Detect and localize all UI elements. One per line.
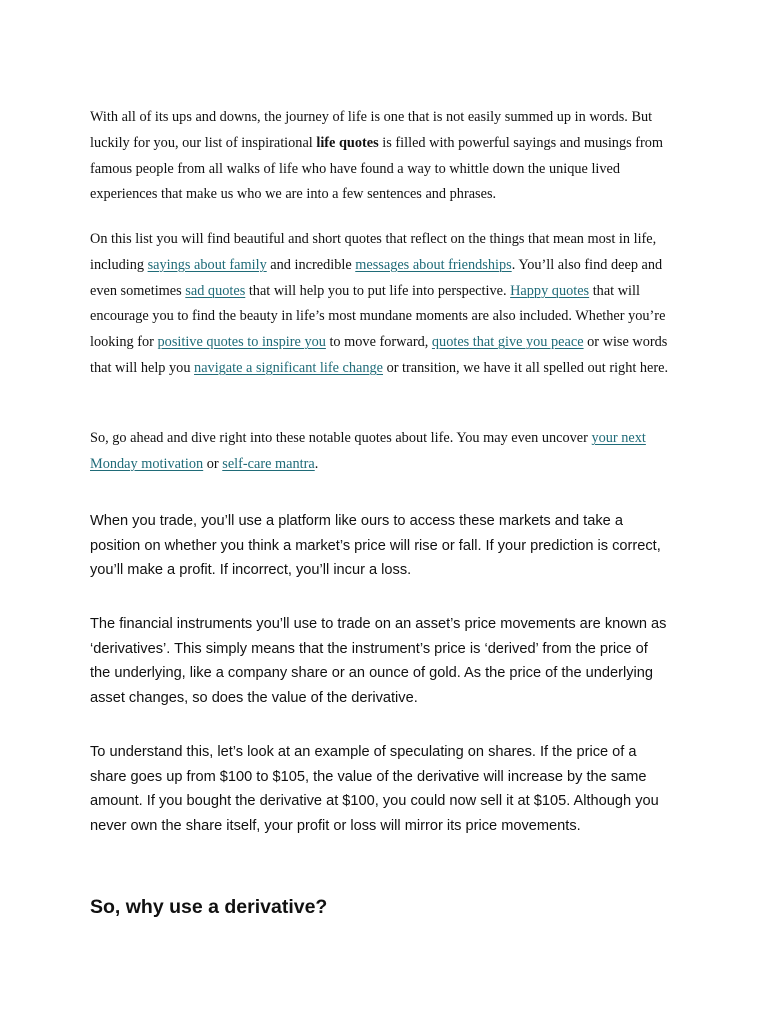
text-span: is filled with powerful sayings and musings from famous people from all walks of life who have found a way to whittle down the unique lived experiences that make us who we are into a few sentences and phrases. xyxy=(90,134,664,203)
link-quotes-peace[interactable]: quotes that give you peace xyxy=(431,334,584,351)
trading-paragraph: When you trade, you’ll use a platform like ours to access these markets and take a position on whether you think a market’s price will rise or fall. If your prediction is correct, you’ll make a profit. If incorrect, you’ll incur a loss. xyxy=(90,513,661,578)
text-span: and incredible xyxy=(266,256,356,273)
text-span: that will help you to put life into perspective. xyxy=(245,282,511,299)
link-self-care-mantra[interactable]: self-care mantra xyxy=(222,455,315,472)
text-span: to move forward, xyxy=(325,334,432,351)
text-span: . You’ll also find deep and even sometimes xyxy=(90,256,663,299)
intro-paragraph-1 xyxy=(90,105,680,208)
text-span: So, go ahead and dive right into these notable quotes about life. You may even uncover xyxy=(90,430,592,446)
link-navigate-life-change[interactable]: navigate a significant life change xyxy=(194,359,383,376)
section-heading: So, why use a derivative? xyxy=(90,896,328,918)
link-messages-about-friendships[interactable]: messages about friendships xyxy=(355,256,512,273)
text-span: With all of its ups and downs, the journey of life is one that is not easily summed up in words. But luckily for you, our list of inspirational xyxy=(90,109,653,151)
example-paragraph: To understand this, let’s look at an example of speculating on shares. If the price of a share goes up from $100 to $105, the value of the derivative will increase by the same amount. If you bought the derivative at $100, you could now sell it at $105. Although you never own the share itself, your profit or loss will mirror its price movements. xyxy=(90,744,659,834)
text-span: On this list you will find beautiful and short quotes that reflect on the things that mean most in life, including xyxy=(90,231,657,273)
link-monday-motivation[interactable]: your next Monday motivation xyxy=(90,430,646,472)
text-span: or xyxy=(203,455,223,472)
derivatives-paragraph: The financial instruments you’ll use to trade on an asset’s price movements are known as ‘derivatives’. This simply means that the instrument’s price is ‘derived’ from the price of the underlying, like a company share or an ounce of gold. As the price of the underlying asset changes, so does the value of the derivative. xyxy=(90,616,667,706)
link-positive-quotes[interactable]: positive quotes to inspire you xyxy=(157,334,326,351)
life-quotes-bold: life quotes xyxy=(316,134,379,151)
link-happy-quotes[interactable]: Happy quotes xyxy=(510,282,590,299)
link-sayings-about-family[interactable]: sayings about family xyxy=(147,256,267,273)
intro-paragraph-3 xyxy=(90,426,690,478)
link-sad-quotes[interactable]: sad quotes xyxy=(185,282,246,299)
text-span: or transition, we have it all spelled out right here. xyxy=(383,359,669,376)
text-span: or wise words that will help you xyxy=(90,334,668,376)
intro-paragraph-2 xyxy=(90,227,690,382)
text-span: . xyxy=(314,455,319,472)
text-span: that will encourage you to find the beauty in life’s most mundane moments are also included. Whether you’re looking for xyxy=(90,282,666,351)
